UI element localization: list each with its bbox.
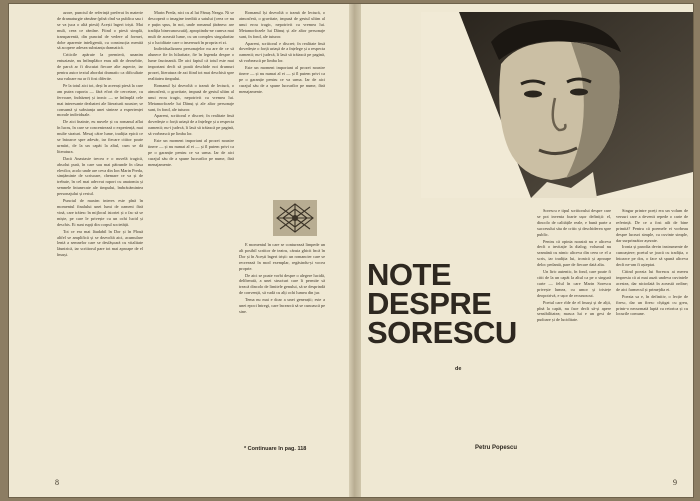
paragraph: Este un moment important al prozei noastre tinere — și nu numai al ei — și îl putem privi ca pe o garanție pentru ce va urma. Iar de aici curajul său de a spune lucrurilor pe nume, fără menajamente.	[148, 138, 234, 167]
paragraph: E momentul în care se conturează limpede un alt posibil scriitor de teatru, căruia ghicit încă în Dor și în Acești îngeri triști: un romancier care se recreează în mod exemplar, regăsindu-și vocea proprie.	[239, 242, 325, 271]
left-page-column-1	[57, 10, 143, 446]
portrait-photo-graphic	[421, 12, 693, 198]
paragraph: Poetul care rîde de el însuși și de alții, pînă la capăt, nu face decît să-și apere sensibilitatea; masca lui e un gest de pudoare și de luciditate.	[537, 299, 611, 323]
paragraph: Sorescu e tipul scriitorului despre care se pot inventa foarte ușor definiții: el, dincolo de calitățile reale, e bună parte a succesului său de critic și deschiderea spre public.	[537, 208, 611, 237]
paragraph: De aici înainte, eu nuvele și cu romanul aflat în lucru, în care se concentrează o experiență, mai multe straturi. Mesaj către lume, tradiția epică ce se întoarce spre adevăr, iar fiecare cititor poate urmări, de la un capăt la altul, cum se dă literatura.	[57, 119, 143, 154]
paragraph: Criticile apărute la premieră, unanim entuziaste, nu întîmplător erau atît de deosebite, de parcă ar fi discutat fiecare alte aspecte, iar pentru autor textul abordat dramatic ca dificultate sau valoare nu ar fi fost diferite.	[57, 52, 143, 81]
author-portrait-photo	[421, 12, 693, 198]
title-line: NOTE	[367, 257, 452, 292]
paragraph: Tot ce era mai lăudabil în Dor și în Plouă altfel se amplifică și se dezvoltă aici, acumulare lentă a semnelor care se desfășoară cu vitalitate lăuntrică, iar scriitorul pare tot mai aproape de el însuși.	[57, 228, 143, 258]
paragraph: Pe la totul aici tot, deși în aceeași piesă la care am putea raporta — fără efort de cercetare, cu fervoare, îndrăzneț și ironic — se întîmplă cele mai interesante dezbateri ale literaturii noastre; se consumă și substanța unei sinteze a experienței morale individuale.	[57, 82, 143, 118]
right-page-column-2	[616, 208, 688, 462]
magazine-spread	[8, 3, 694, 498]
paragraph: Marin Preda, nici cu al lui Fănuș Neagu. Ni se descoperă o imagine inedită a satului (ceea ce nu e puțin spus, în noi, unde romanul țărănesc are tradiția binecunoscută), apropiindu-ne cumva mai mult de această lume, cu un complex singularitar și o luciditate care o inserează în propria ei zi.	[148, 10, 234, 45]
paragraph: Punctul de maxim interes este pînă în momentul finalului unei lumi de oameni fără vină, care trăiesc în mijlocul istoriei și o fac să se miște, pe care le privește cu un ochi lucid și deschis. Ei sunt rupți din corpul societății.	[57, 198, 143, 227]
book-gutter	[349, 4, 361, 497]
paragraph: De aici se poate vorbi despre o alegere lucidă, deliberată, a unei structuri care îi permite să treacă dincolo de limitele genului, să se desprindă de convenții, să vadă cu alți ochi lumea din jur.	[239, 272, 325, 296]
paragraph: Romanul își dezvoltă o tramă de lectură, o atmosferă, o gravitate, impusă de gestul ultim al unui erou tragic, nepotrivit cu vremea lui. Metamorfozele lui Dănuț și ale altor personaje sunt, în fond, ale tuturor.	[239, 10, 325, 39]
paragraph: Citind poezia lui Sorescu ai mereu impresia că ai mai auzit undeva cuvintele acestea, dar niciodată în această ordine; de aici farmecul și primejdia ei.	[616, 269, 688, 292]
byline-de: de	[455, 366, 462, 372]
ornament-image	[271, 198, 319, 238]
paragraph: Poezia sa e, în definitiv, o lecție de firesc, dar un firesc cîștigat cu greu, printr-o necurmată luptă cu retorica și cu locurile comune.	[616, 293, 688, 317]
title-line: SORESCU	[367, 315, 517, 350]
paragraph: Dacă Anastasie trecea e o nuvelă tragică, absolut pură, în care sau mai pătrunde în clasa elevilor, acolo unde are ceva din Ion Marin Preda, simțăminte de scrisoare, chemare ce va și de trebuie, în cel mai adecvat raport cu anatomia și semnele întunecate ale timpului, îmbrăcămintea personajului și restul.	[57, 155, 143, 197]
paragraph: Singur printre poeți era un volum de versuri care a devenit repede o carte de referință. De ce a fost atît de bine primită? Pentru că poemele ei vorbeau despre lucruri simple, cu cuvinte simple, dar surprinzător așezate.	[616, 208, 688, 243]
paragraph: Individualizarea personajelor nu are de ce să alunece fie în hilaritate, fie în legenda despre o lume fascinantă. De aici faptul că totul este mai important decît să poată deschide noi drumuri prozei, literatura de azi fiind tot mai deschisă spre realitatea timpului.	[148, 46, 234, 81]
left-page-column-3-top	[239, 10, 325, 194]
paragraph: Tema nu mai e doar a unei generații; este a unei epoci întregi, care încearcă să se cunoască pe sine.	[239, 297, 325, 314]
paragraph: Aparent, scriitorul e discret; în realitate însă dovedește o forță uriașă de a înțelege și a respecta oamenii; nu-i judecă, îi lasă să trăiască pe pagină, să vorbească pe limba lor.	[239, 40, 325, 64]
paragraph: Este un moment important al prozei noastre tinere — și nu numai al ei — și îl putem privi ca pe o garanție pentru ce va urma. Iar de aici curajul său de a spune lucrurilor pe nume, fără menajamente.	[239, 65, 325, 94]
left-page-column-2	[148, 10, 234, 446]
author-name: Petru Popescu	[475, 445, 518, 451]
continuation-note: * Continuare în pag. 118	[244, 446, 307, 452]
paragraph: azore, punctul de referință preferat în materie de dramaturgie rămâne (pînă cînd va publica sau i se va juca o altă piesă) Acești îngeri triști. Mai mult, ceea ce rămîne. Fiind o piesă simplă, transparentă, din punctul de vedere al formei, dobe aparente inteligentă, cu construcția menită să acopere adesea substanța dramatică.	[57, 10, 143, 51]
paragraph: Ironia și parodia devin instrumente de cunoaștere; poetul se joacă cu tradiția, o întoarce pe dos, o face să spună altceva decît ne-am fi așteptat.	[616, 244, 688, 268]
title-line: DESPRE	[367, 286, 492, 321]
left-page-column-3	[239, 242, 325, 444]
article-title	[367, 257, 517, 350]
paragraph: Pentru că opinia noastră nu e altceva decît o invitație la dialog; volumul nu seamănă cu nimic altceva din ceea ce el a scris, iar tradiția lui, ironică și aproape deloc pedantă, pare de fiecare dată alta.	[537, 238, 611, 268]
paragraph: Romanul își dezvoltă o tramă de lectură, o atmosferă, o gravitate, impusă de gestul ultim al unui erou tragic, nepotrivit cu vremea lui. Metamorfozele lui Dănuț și ale altor personaje sunt, în fond, ale tuturor.	[148, 82, 234, 112]
page-number-right: 9	[673, 478, 677, 487]
right-page-column-1	[537, 208, 611, 462]
paragraph: Aparent, scriitorul e discret; în realitate însă dovedește o forță uriașă de a înțelege și a respecta oamenii; nu-i judecă, îi lasă să trăiască pe pagină, să vorbească pe limba lor.	[148, 113, 234, 137]
paragraph: Un liric autentic, în fond, care poate fi citit de la un capăt la altul ca pe o singură carte — felul în care Marin Sorescu privește lumea, cu umor și tristețe deopotrivă, e ușor de recunoscut.	[537, 269, 611, 298]
page-number-left: 8	[55, 478, 59, 487]
